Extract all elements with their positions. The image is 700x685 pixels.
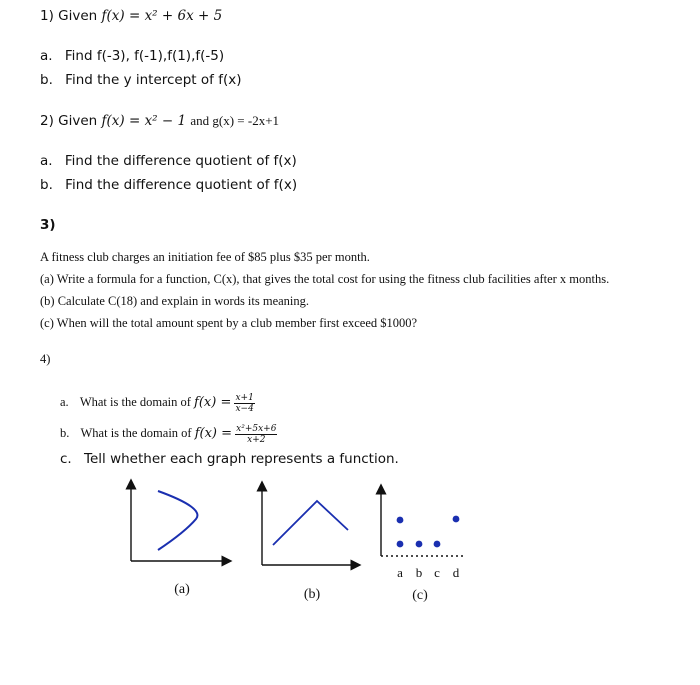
graph-c-tick-c: c — [434, 565, 440, 580]
q4-b-fraction — [235, 424, 277, 445]
graph-b-line — [273, 501, 348, 545]
q4-part-c — [60, 451, 399, 467]
q3-part-a: (a) Write a formula for a function, C(x), that gives the total cost for using the fitness club facilities after x months. — [40, 272, 610, 286]
q4-a-denominator: x−4 — [235, 403, 254, 414]
graph-c-tick-a: a — [397, 565, 403, 580]
graph-a-curve — [158, 491, 197, 550]
q4-a-lhs: f(x) = — [194, 395, 232, 410]
q3-number: 3) — [40, 217, 56, 233]
graph-c-point — [434, 541, 441, 548]
q4-b-denominator: x+2 — [247, 434, 266, 445]
graph-c-tick-d: d — [452, 565, 460, 580]
q4-c-marker: c. — [60, 451, 72, 467]
q4-part-a — [60, 388, 255, 416]
q1-lead: Given — [58, 8, 98, 24]
q1-part-a — [40, 48, 224, 64]
q2-tail: and g(x) = -2x+1 — [190, 113, 280, 128]
q2-a-marker: a. — [40, 153, 53, 169]
q1-part-b — [40, 72, 241, 88]
q2-heading — [40, 113, 279, 129]
q1-a-text: Find f(-3), f(-1),f(1),f(-5) — [64, 48, 225, 64]
q1-formula: f(x) = x² + 6x + 5 — [101, 8, 223, 24]
q4-a-text: What is the domain of — [79, 395, 191, 409]
graph-c-point — [416, 541, 423, 548]
q4-a-numerator: x+1 — [235, 392, 254, 403]
q1-b-marker: b. — [40, 72, 53, 88]
q4-number: 4) — [40, 352, 51, 366]
q2-b-marker: b. — [40, 177, 53, 193]
q4-b-numerator: x²+5x+6 — [236, 423, 277, 434]
q3-part-c: (c) When will the total amount spent by a club member first exceed $1000? — [40, 316, 418, 330]
q2-formula: f(x) = x² − 1 — [101, 113, 187, 129]
q4-part-b — [60, 419, 277, 447]
q3-part-b: (b) Calculate C(18) and explain in words its meaning. — [40, 294, 310, 308]
q4-c-text: Tell whether each graph represents a function. — [84, 451, 399, 467]
q1-heading — [40, 8, 222, 24]
q4-a-fraction — [234, 393, 254, 414]
q2-number: 2) — [40, 113, 54, 129]
graph-c-point — [453, 516, 460, 523]
graph-b-label: (b) — [303, 587, 321, 602]
q1-number: 1) — [40, 8, 54, 24]
graph-b — [262, 486, 356, 602]
graph-a — [131, 484, 227, 597]
graph-c-point — [397, 517, 404, 524]
q1-a-marker: a. — [40, 48, 53, 64]
graph-c-label: (c) — [412, 588, 428, 603]
graph-a-label: (a) — [174, 582, 190, 597]
graph-c-tick-b: b — [415, 565, 423, 580]
q1-b-text: Find the y intercept of f(x) — [65, 72, 242, 88]
q2-a-text: Find the difference quotient of f(x) — [64, 153, 297, 169]
q2-b-text: Find the difference quotient of f(x) — [65, 177, 298, 193]
q4-b-marker: b. — [60, 426, 70, 440]
q2-part-b — [40, 177, 297, 193]
q4-b-text: What is the domain of — [80, 426, 192, 440]
q4-b-lhs: f(x) = — [194, 426, 233, 441]
q2-lead: Given — [58, 113, 98, 129]
q3-intro: A fitness club charges an initiation fee of $85 plus $35 per month. — [40, 250, 370, 264]
graph-c-point — [397, 541, 404, 548]
q4-a-marker: a. — [60, 395, 69, 409]
q2-part-a — [40, 153, 297, 169]
graph-c — [381, 489, 466, 603]
